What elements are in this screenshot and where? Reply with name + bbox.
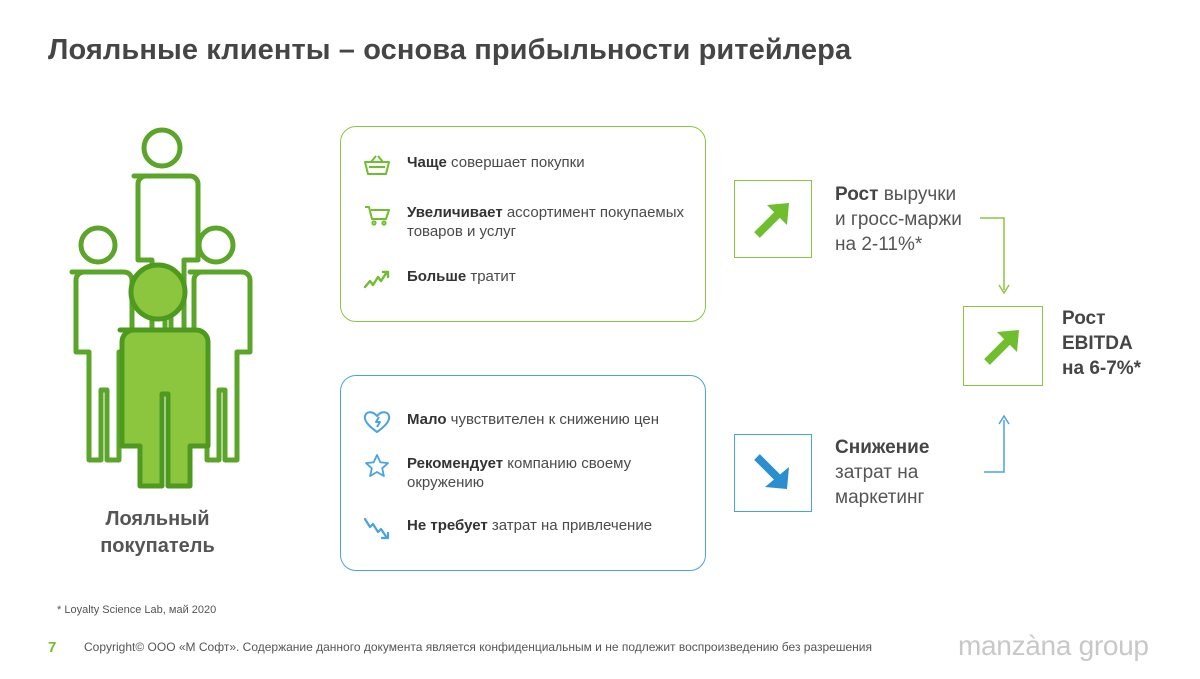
revenue-line2: и гросс-маржи [835,209,962,230]
item-text: чувствителен к снижению цен [446,411,660,428]
arrow-up-right-icon [981,324,1025,368]
list-item [361,410,697,434]
marketing-cost-arrow [734,434,812,512]
list-item [361,516,697,540]
item-text: тратит [466,268,516,285]
chevron-up-icon [999,416,1009,424]
arrow-down-right-icon [751,451,795,495]
revenue-label [835,182,962,257]
copyright-text: Copyright© ООО «М Софт». Содержание данного документа является конфиденциальным и не подлежит воспроизведению без разрешения [84,640,872,654]
item-text: совершает покупки [446,154,585,171]
item-text: компанию своему окружению [407,455,632,491]
loyal-customers-illustration [58,124,258,494]
list-item [361,153,697,177]
loyal-buyer-line2: покупатель [100,535,215,557]
loyal-behavior-box [340,126,706,322]
ebitda-line3: на 6-7%* [1062,358,1142,379]
loyal-buyer-line1: Лояльный [105,508,210,530]
marketing-bold: Снижение [835,437,930,458]
marketing-label [835,435,929,510]
marketing-connector [984,420,1004,472]
revenue-growth-arrow [734,180,812,258]
item-bold: Не требует [407,517,488,534]
revenue-connector [980,218,1004,290]
trend-up-icon [361,267,393,291]
ebitda-line1: Рост [1062,308,1106,329]
chevron-down-icon [999,285,1009,293]
list-item [361,267,697,291]
list-item [361,203,697,241]
trend-down-icon [361,516,393,540]
page-title: Лояльные клиенты – основа прибыльности ритейлера [48,34,852,66]
item-bold: Больше [407,268,467,285]
ebitda-line2: EBITDA [1062,333,1133,354]
person-head-icon [144,130,180,166]
arrow-up-right-icon [751,197,795,241]
cart-icon [361,203,393,227]
star-icon [361,454,393,478]
low-cost-box [340,375,706,571]
ebitda-label [1062,306,1141,381]
item-bold: Рекомендует [407,455,504,472]
page-number: 7 [48,639,57,656]
ebitda-growth-arrow [963,306,1043,386]
marketing-line3: маркетинг [835,487,925,508]
footnote: * Loyalty Science Lab, май 2020 [57,604,217,616]
list-item [361,454,697,492]
item-bold: Чаще [407,154,447,171]
revenue-line3: на 2-11%* [835,234,923,255]
item-bold: Увеличивает [407,204,503,221]
basket-icon [361,153,393,177]
revenue-bold: Рост [835,184,879,205]
item-bold: Мало [407,411,447,428]
item-text: затрат на привлечение [487,517,653,534]
item-text: ассортимент покупаемых товаров и услуг [407,204,685,240]
revenue-line1: выручки [878,184,957,205]
brand-logo: manzàna group [958,630,1149,661]
heart-icon [361,410,393,434]
marketing-line2: затрат на [835,462,919,483]
loyal-buyer-label [60,506,255,560]
